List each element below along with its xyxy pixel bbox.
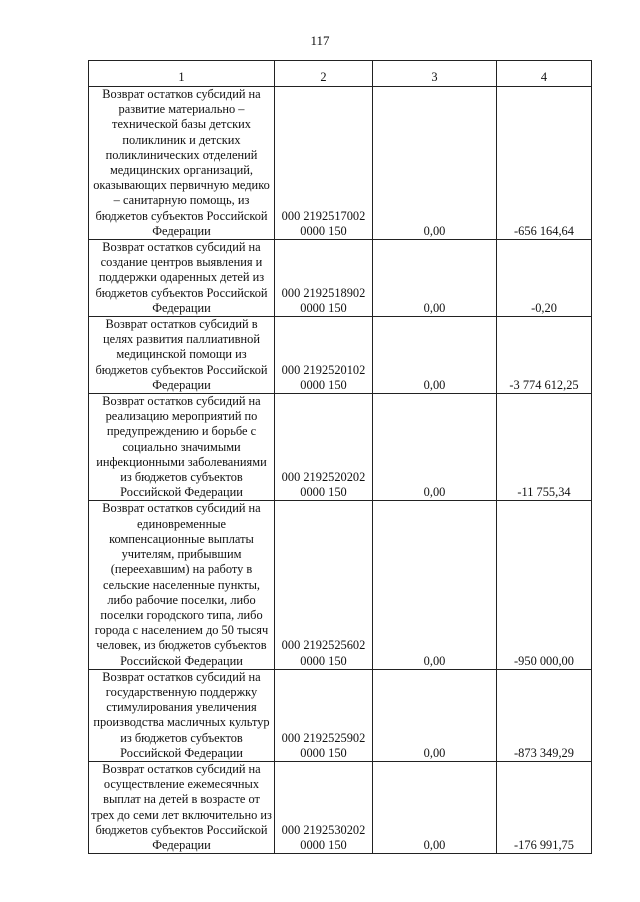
row-name-cell: Возврат остатков субсидий на развитие материально – технической базы детских поликлиник и детских поликлинических отделений медицинских организаций, оказывающих первичную медико – санитарную помощь, из бюджетов субъектов Российской Федерации <box>89 87 275 240</box>
row-col3-cell: 0,00 <box>373 501 497 669</box>
row-col4-cell: -950 000,00 <box>497 501 592 669</box>
column-header-2: 2 <box>275 61 373 87</box>
row-code-cell: 000 2192525902 0000 150 <box>275 669 373 761</box>
row-col3-cell: 0,00 <box>373 669 497 761</box>
row-col3-cell: 0,00 <box>373 240 497 317</box>
row-col4-cell: -3 774 612,25 <box>497 317 592 394</box>
row-col4-cell: -0,20 <box>497 240 592 317</box>
row-code-cell: 000 2192525602 0000 150 <box>275 501 373 669</box>
table-row <box>89 501 592 669</box>
row-name-cell: Возврат остатков субсидий на осуществление ежемесячных выплат на детей в возрасте от трех до семи лет включительно из бюджетов субъектов Российской Федерации <box>89 761 275 853</box>
row-col3-cell: 0,00 <box>373 317 497 394</box>
page-number: 117 <box>310 33 330 48</box>
row-col4-cell: -176 991,75 <box>497 761 592 853</box>
row-col4-cell: -873 349,29 <box>497 669 592 761</box>
row-code-cell: 000 2192517002 0000 150 <box>275 87 373 240</box>
row-code-cell: 000 2192520102 0000 150 <box>275 317 373 394</box>
header-row <box>89 61 592 87</box>
column-header-4: 4 <box>497 61 592 87</box>
row-code-cell: 000 2192520202 0000 150 <box>275 394 373 501</box>
row-name-cell: Возврат остатков субсидий в целях развития паллиативной медицинской помощи из бюджетов субъектов Российской Федерации <box>89 317 275 394</box>
table-row <box>89 669 592 761</box>
column-header-3: 3 <box>373 61 497 87</box>
table-header <box>89 61 592 87</box>
table-body <box>89 87 592 854</box>
row-col4-cell: -11 755,34 <box>497 394 592 501</box>
row-col4-cell: -656 164,64 <box>497 87 592 240</box>
row-code-cell: 000 2192518902 0000 150 <box>275 240 373 317</box>
column-header-1: 1 <box>89 61 275 87</box>
row-code-cell: 000 2192530202 0000 150 <box>275 761 373 853</box>
row-col3-cell: 0,00 <box>373 87 497 240</box>
row-name-cell: Возврат остатков субсидий на создание центров выявления и поддержки одаренных детей из бюджетов субъектов Российской Федерации <box>89 240 275 317</box>
row-name-cell: Возврат остатков субсидий на реализацию мероприятий по предупреждению и борьбе с социально значимыми инфекционными заболеваниями из бюджетов субъектов Российской Федерации <box>89 394 275 501</box>
table-row <box>89 317 592 394</box>
row-col3-cell: 0,00 <box>373 761 497 853</box>
row-col3-cell: 0,00 <box>373 394 497 501</box>
table-row <box>89 394 592 501</box>
row-name-cell: Возврат остатков субсидий на единовременные компенсационные выплаты учителям, прибывшим (переехавшим) на работу в сельские населенные пункты, либо рабочие поселки, либо поселки городского типа, либо города с населением до 50 тысяч человек, из бюджетов субъектов Российской Федерации <box>89 501 275 669</box>
table-row <box>89 761 592 853</box>
table-row <box>89 240 592 317</box>
table-row <box>89 87 592 240</box>
row-name-cell: Возврат остатков субсидий на государственную поддержку стимулирования увеличения производства масличных культур из бюджетов субъектов Российской Федерации <box>89 669 275 761</box>
budget-table <box>88 60 592 854</box>
